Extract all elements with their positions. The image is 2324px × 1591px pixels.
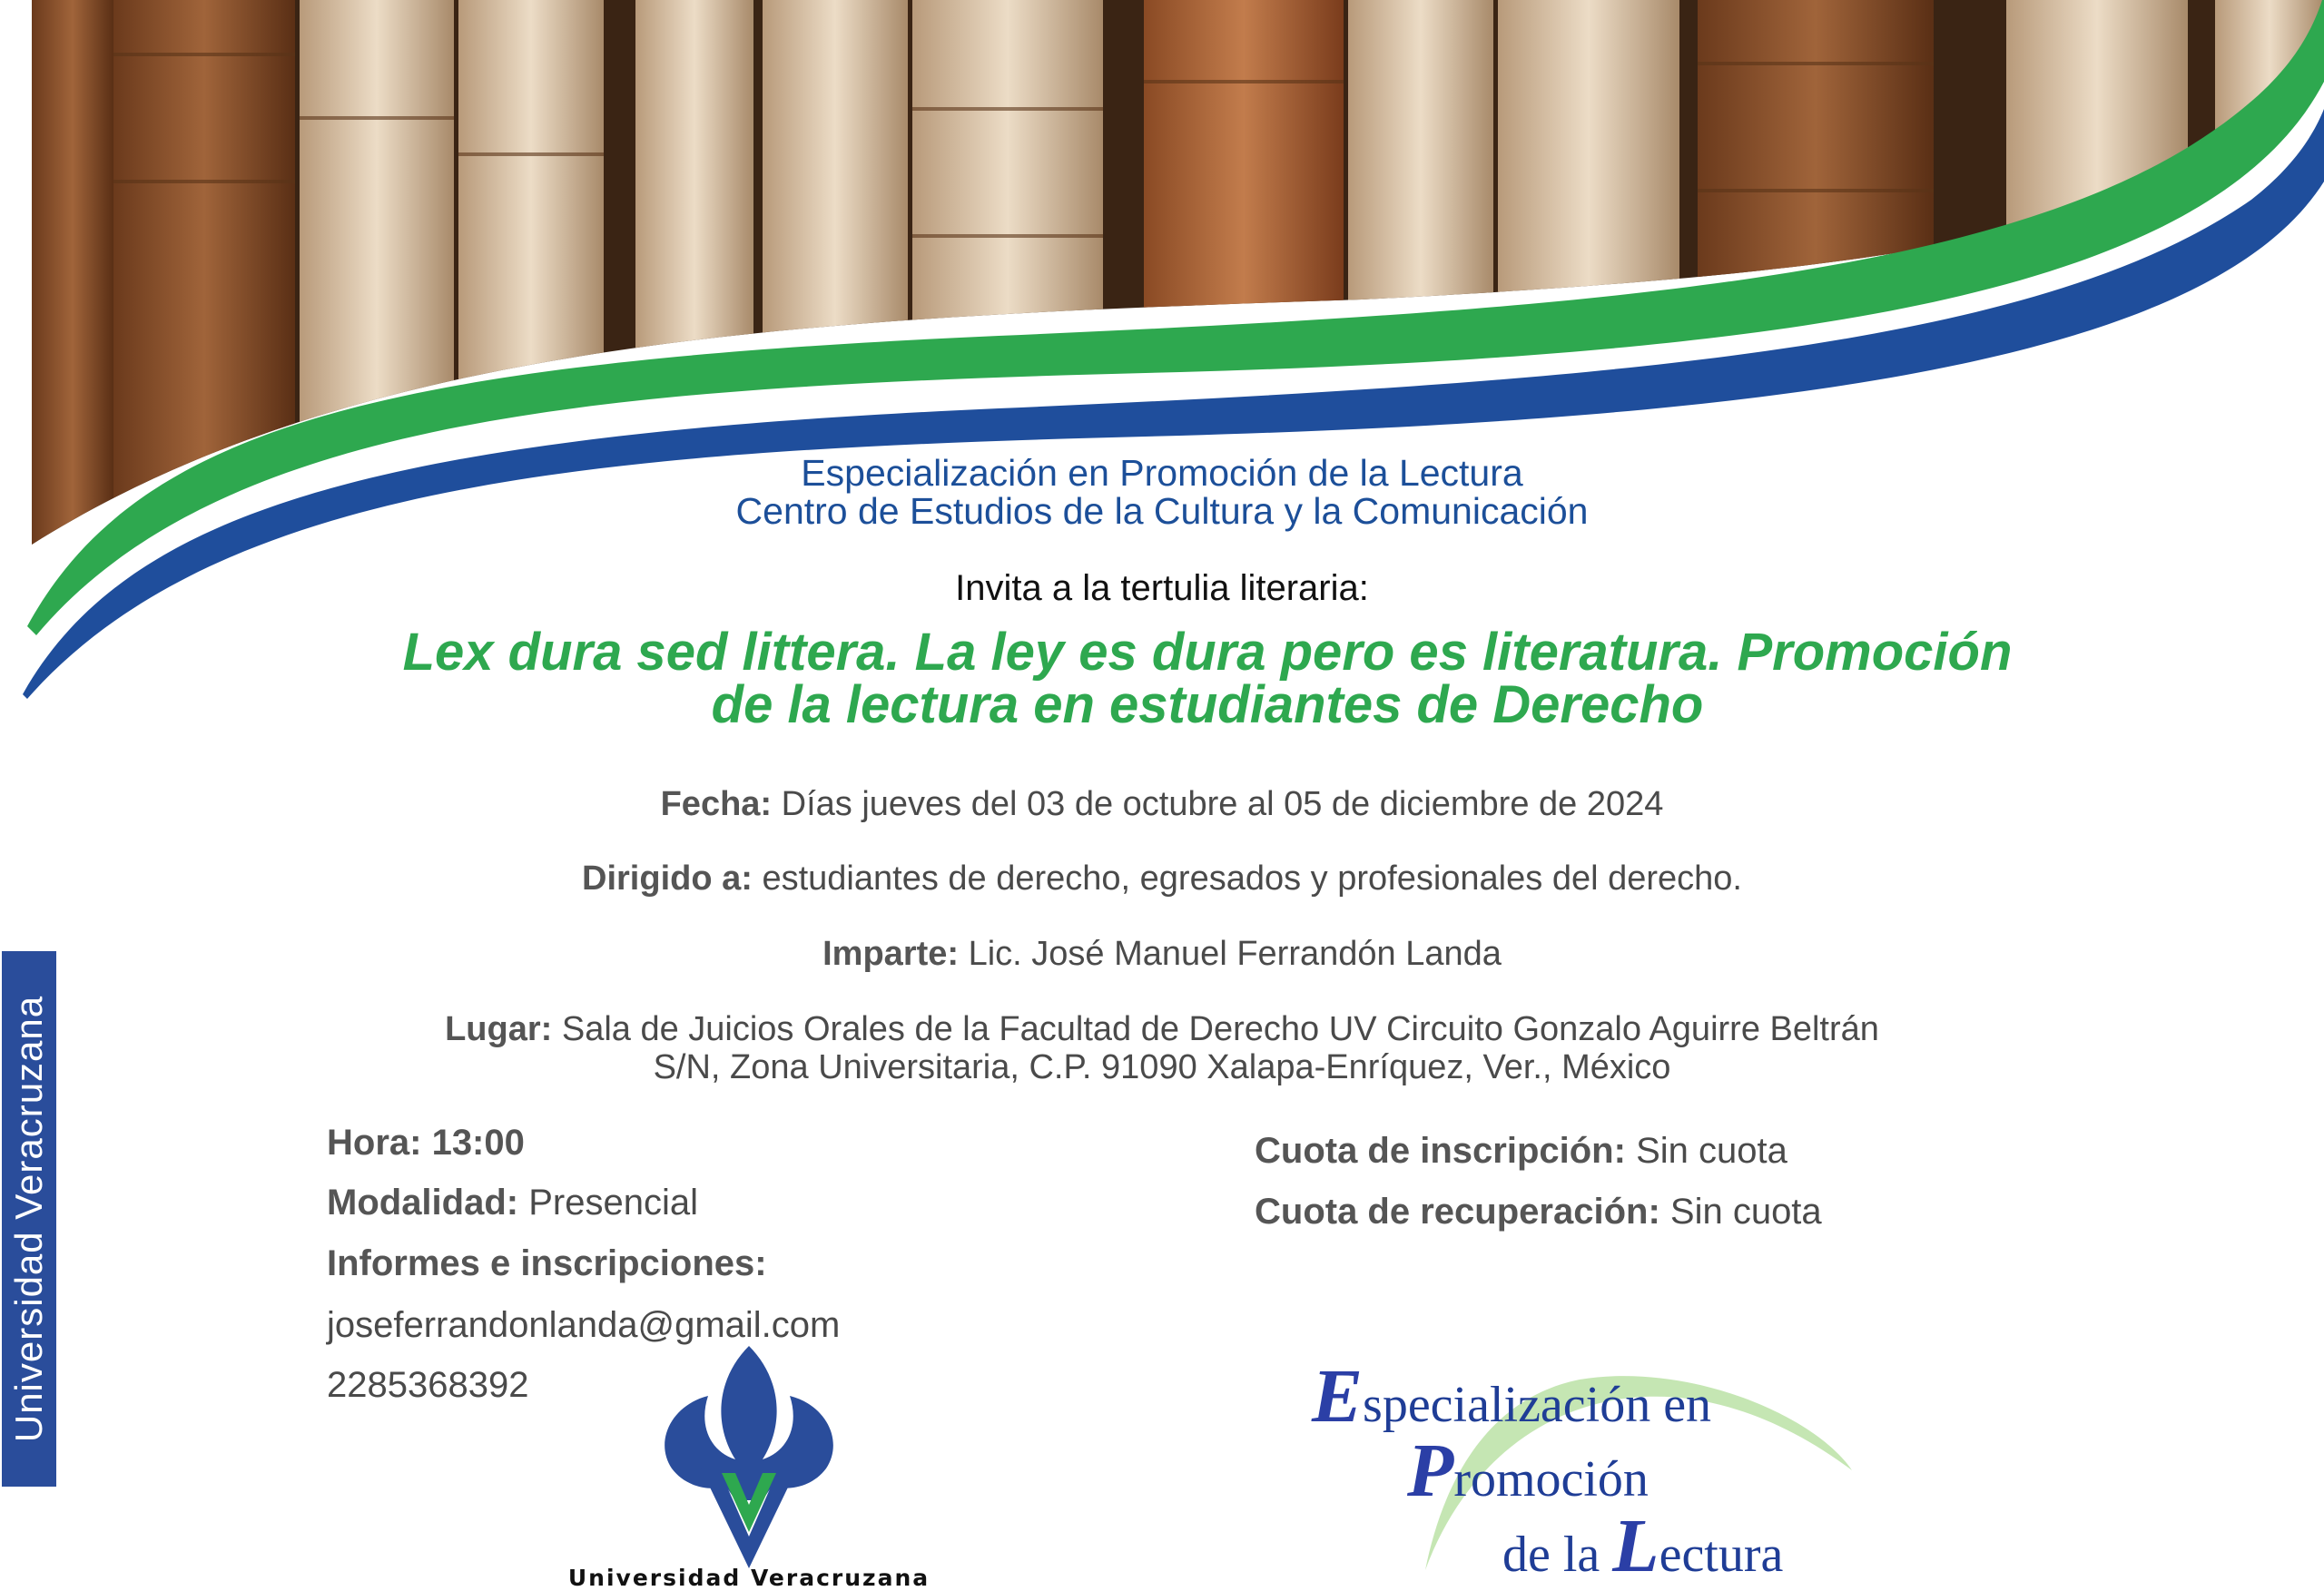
informes-label: Informes e inscripciones: bbox=[327, 1243, 767, 1283]
imparte-row bbox=[0, 935, 2324, 973]
dirigido-value: estudiantes de derecho, egresados y profesionales del derecho. bbox=[762, 859, 1742, 898]
hora-row bbox=[327, 1123, 525, 1163]
epl-cap-p: P bbox=[1407, 1429, 1454, 1513]
fecha-label: Fecha: bbox=[660, 785, 773, 823]
side-brand-text: Universidad Veracruzana bbox=[7, 995, 50, 1443]
cuota-inscripcion-label: Cuota de inscripción: bbox=[1255, 1131, 1626, 1171]
hora-text: Hora: 13:00 bbox=[327, 1123, 525, 1163]
epl-line3-rest: ectura bbox=[1659, 1527, 1784, 1583]
lugar-row-2 bbox=[0, 1048, 2324, 1086]
epl-logo-line3 bbox=[1502, 1502, 1783, 1590]
modalidad-value: Presencial bbox=[528, 1183, 698, 1223]
epl-line2-rest: romoción bbox=[1453, 1451, 1649, 1508]
fecha-row bbox=[0, 785, 2324, 823]
imparte-value: Lic. José Manuel Ferrandón Landa bbox=[968, 935, 1502, 973]
event-title-line1: Lex dura sed littera. La ley es dura pero es literatura. Promoción bbox=[402, 623, 2013, 682]
lugar-row bbox=[0, 1010, 2324, 1048]
dirigido-label: Dirigido a: bbox=[582, 859, 753, 898]
event-title-line2: de la lectura en estudiantes de Derecho bbox=[711, 675, 1704, 734]
lugar-label: Lugar: bbox=[445, 1010, 553, 1048]
cuota-inscripcion-row bbox=[1255, 1131, 1787, 1171]
email-link[interactable]: joseferrandonlanda@gmail.com bbox=[327, 1305, 841, 1345]
cuota-inscripcion-value: Sin cuota bbox=[1636, 1131, 1787, 1171]
modalidad-label: Modalidad: bbox=[327, 1183, 519, 1223]
informes-row bbox=[327, 1243, 767, 1283]
sponsor-program: Especialización en Promoción de la Lectura bbox=[801, 452, 1523, 494]
invite-text: Invita a la tertulia literaria: bbox=[955, 568, 1369, 608]
imparte-label: Imparte: bbox=[822, 935, 960, 973]
fecha-value: Días jueves del 03 de octubre al 05 de diciembre de 2024 bbox=[781, 785, 1664, 823]
sponsor-center: Centro de Estudios de la Cultura y la Comunicación bbox=[735, 490, 1589, 532]
cuota-recuperacion-label: Cuota de recuperación: bbox=[1255, 1192, 1660, 1232]
uv-logo-name: Universidad Veracruzana bbox=[567, 1565, 931, 1591]
epl-line1-rest: specialización en bbox=[1363, 1377, 1712, 1433]
cuota-recuperacion-value: Sin cuota bbox=[1669, 1192, 1822, 1232]
epl-line3-pre: de la bbox=[1502, 1527, 1600, 1583]
modalidad-row bbox=[327, 1183, 698, 1223]
side-brand-banner bbox=[2, 951, 56, 1487]
lugar-value-line2: S/N, Zona Universitaria, C.P. 91090 Xalapa-Enríquez, Ver., México bbox=[653, 1048, 1671, 1086]
uv-fleur-de-lis-logo bbox=[645, 1341, 853, 1568]
lugar-value-line1: Sala de Juicios Orales de la Facultad de Derecho UV Circuito Gonzalo Aguirre Beltrán bbox=[561, 1010, 1879, 1048]
epl-cap-l: L bbox=[1612, 1504, 1659, 1588]
dirigido-row bbox=[0, 859, 2324, 898]
phone-number: 2285368392 bbox=[327, 1365, 529, 1405]
cuota-recuperacion-row bbox=[1255, 1192, 1822, 1232]
epl-cap-e: E bbox=[1312, 1354, 1364, 1439]
